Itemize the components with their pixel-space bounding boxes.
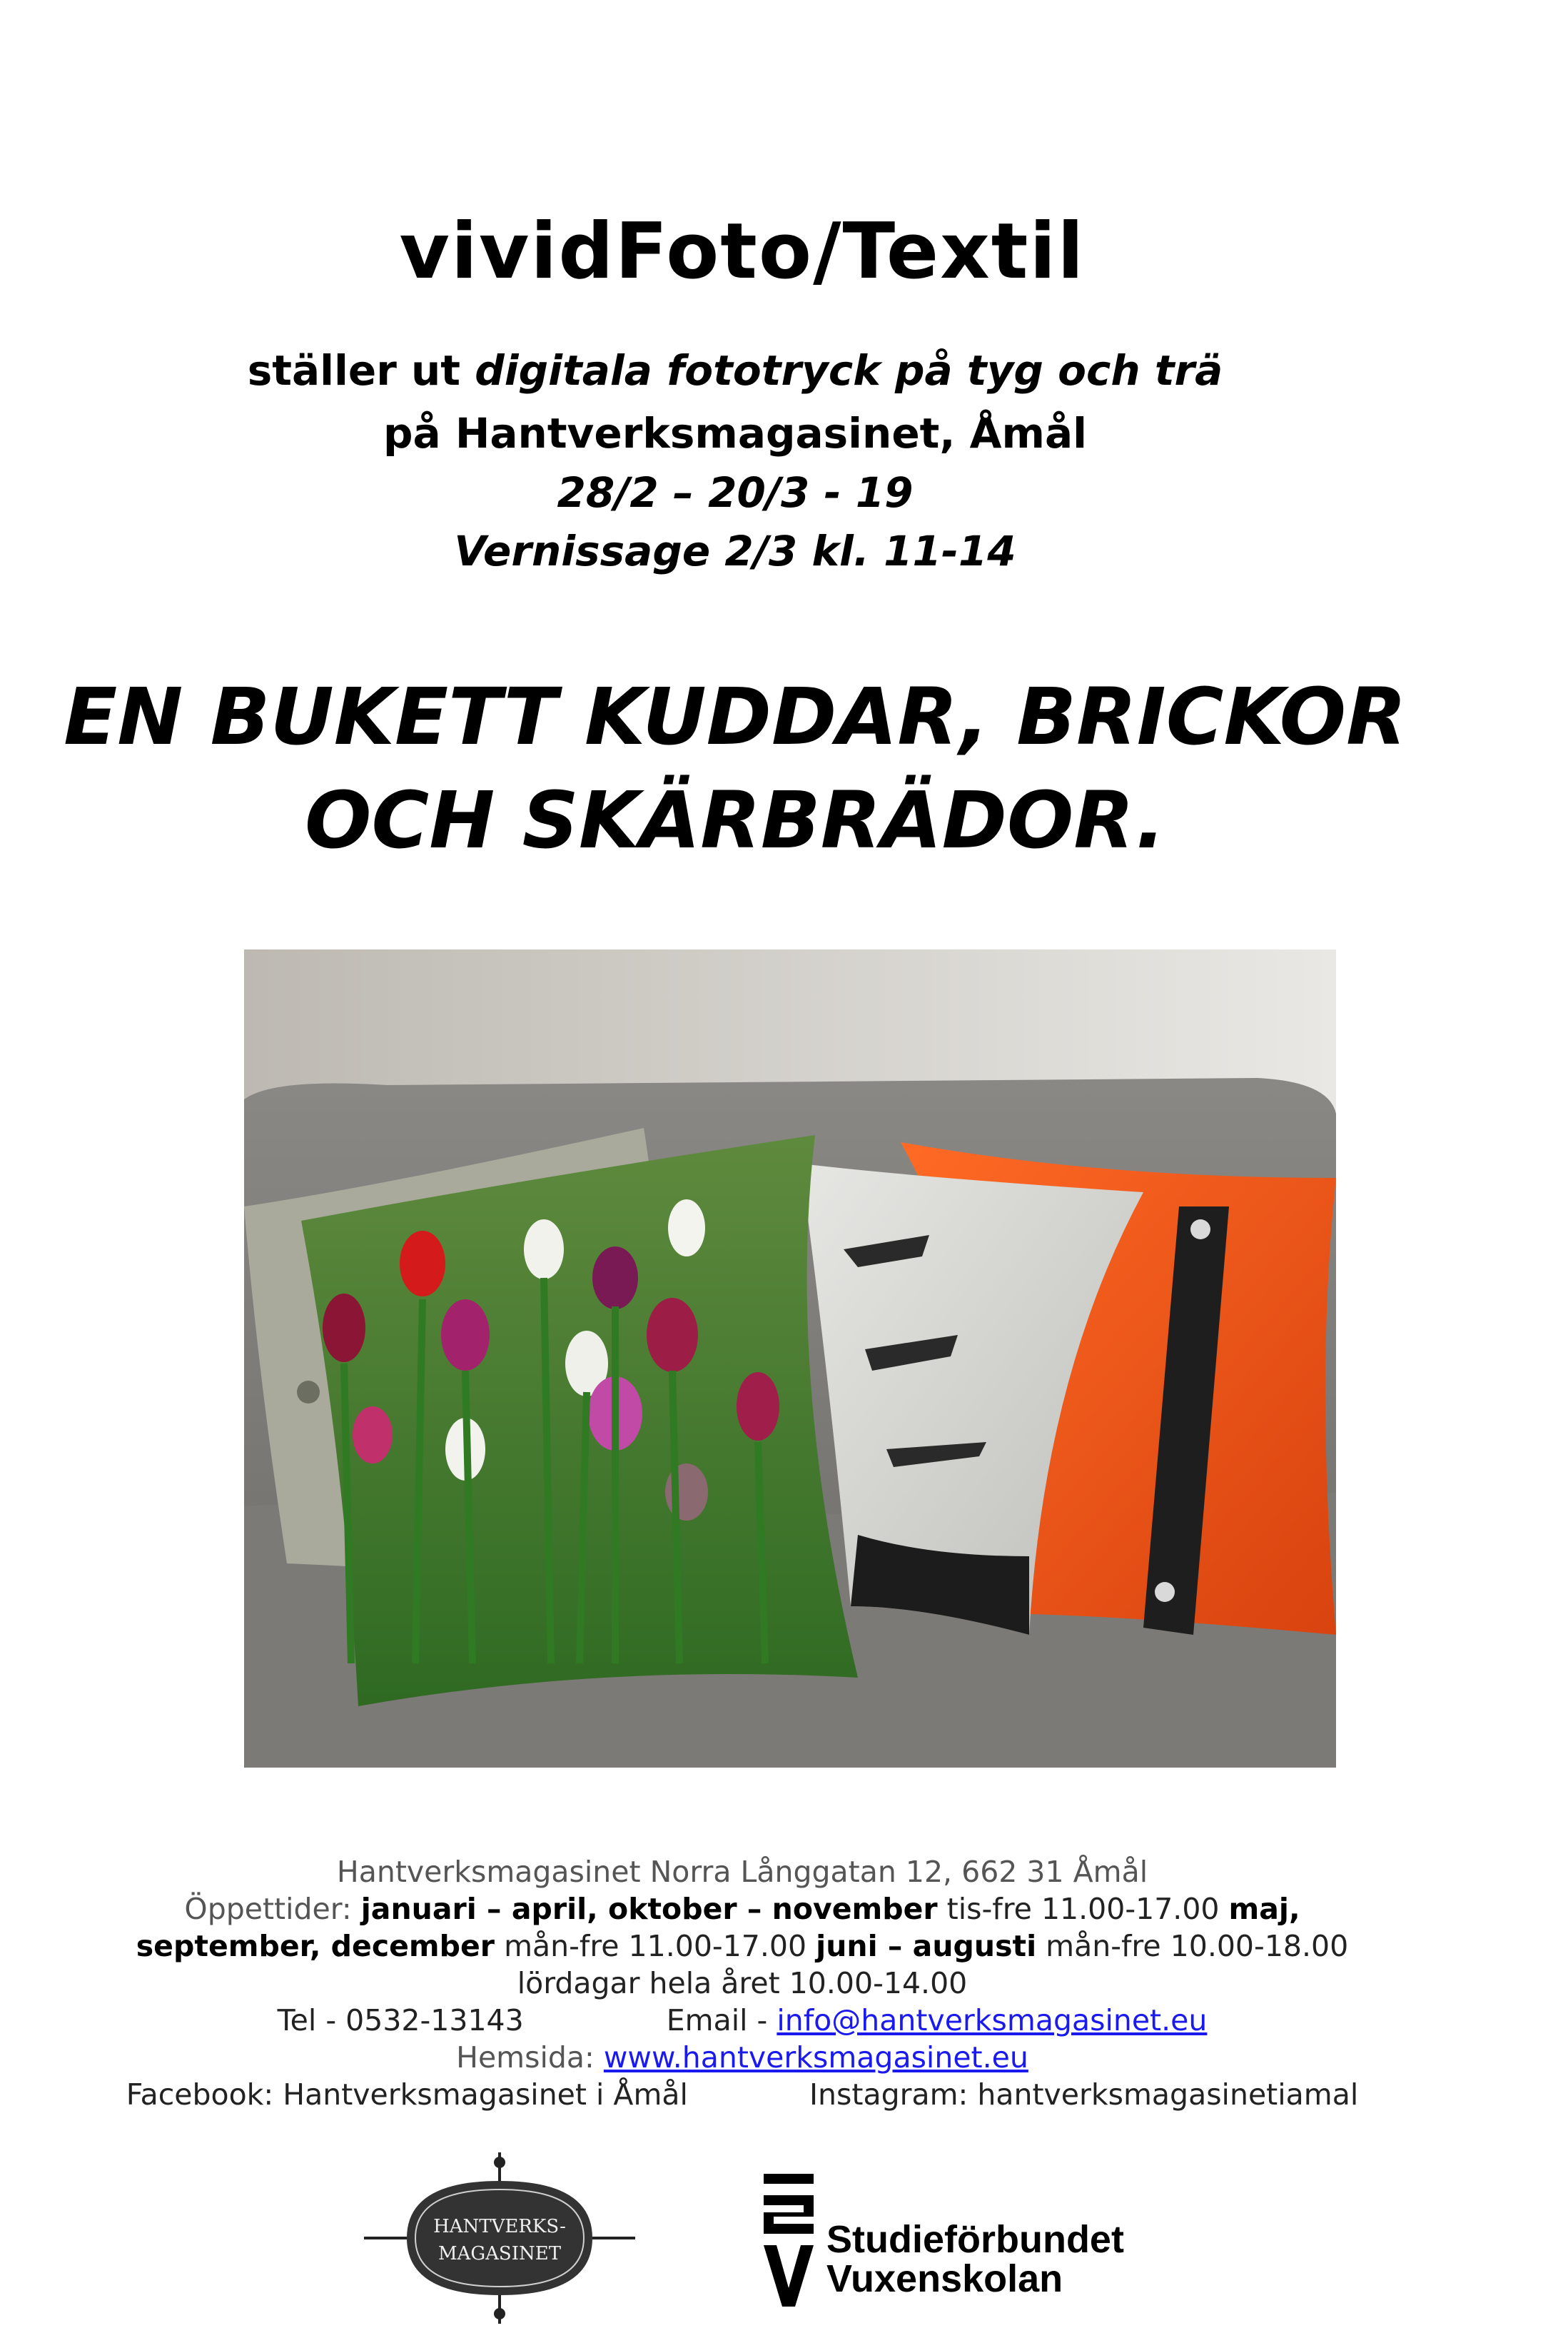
address-line: Hantverksmagasinet Norra Långgatan 12, 662 31 Åmål — [336, 1855, 1148, 1889]
hours-time-3: mån-fre 10.00-18.00 — [1036, 1929, 1349, 1963]
pillows-photo — [244, 949, 1336, 1768]
poster-title: vividFoto/Textil — [399, 207, 1086, 296]
website-link[interactable]: www.hantverksmagasinet.eu — [603, 2040, 1028, 2075]
intro-line-1-italic: digitala fototryck på tyg och trä — [475, 346, 1223, 395]
website-label: Hemsida: — [456, 2040, 604, 2075]
intro-line-2: på Hantverksmagasinet, Åmål — [383, 409, 1087, 458]
vernissage-info: Vernissage 2/3 kl. 11-14 — [454, 527, 1016, 575]
email-link[interactable]: info@hantverksmagasinet.eu — [777, 2003, 1208, 2037]
intro-line-1 — [0, 346, 1470, 395]
instagram-text: Instagram: hantverksmagasinetiamal — [809, 2077, 1359, 2112]
logo-text-line-2: MAGASINET — [437, 2243, 562, 2264]
vuxenskolan-logo — [764, 2174, 1178, 2309]
logo-text-line-1: HANTVERKS- — [433, 2216, 566, 2237]
hours-period-1: januari – april, oktober – november — [360, 1892, 938, 1926]
opening-hours-line-2 — [0, 1929, 1484, 1963]
intro-line-1-prefix: ställer ut — [247, 346, 475, 395]
sv-logo-line-2: Vuxenskolan — [826, 2257, 1063, 2300]
website-line — [0, 2040, 1484, 2075]
hours-period-2b: september, december — [136, 1929, 495, 1963]
hours-period-2a: maj, — [1228, 1892, 1300, 1926]
hours-period-3: juni – augusti — [816, 1929, 1037, 1963]
hantverksmagasinet-logo — [364, 2152, 635, 2324]
contact-line — [0, 2003, 1484, 2037]
facebook-text: Facebook: Hantverksmagasinet i Åmål — [126, 2077, 688, 2112]
saturday-hours: lördagar hela året 10.00-14.00 — [517, 1966, 968, 2000]
exhibition-dates: 28/2 – 20/3 - 19 — [557, 468, 914, 517]
email-label: Email - — [666, 2003, 777, 2037]
sv-logo-line-1: Studieförbundet — [826, 2218, 1124, 2261]
social-line — [0, 2077, 1484, 2112]
hours-label: Öppettider: — [184, 1892, 361, 1926]
hours-time-1: tis-fre 11.00-17.00 — [937, 1892, 1229, 1926]
opening-hours-line-1 — [0, 1892, 1484, 1926]
headline-line-2: OCH SKÄRBRÄDOR. — [305, 775, 1165, 866]
headline-line-1: EN BUKETT KUDDAR, BRICKOR — [64, 671, 1407, 762]
hours-time-2: mån-fre 11.00-17.00 — [495, 1929, 816, 1963]
phone-number: Tel - 0532-13143 — [277, 2003, 524, 2037]
pillows-photo-illustration — [244, 949, 1336, 1768]
